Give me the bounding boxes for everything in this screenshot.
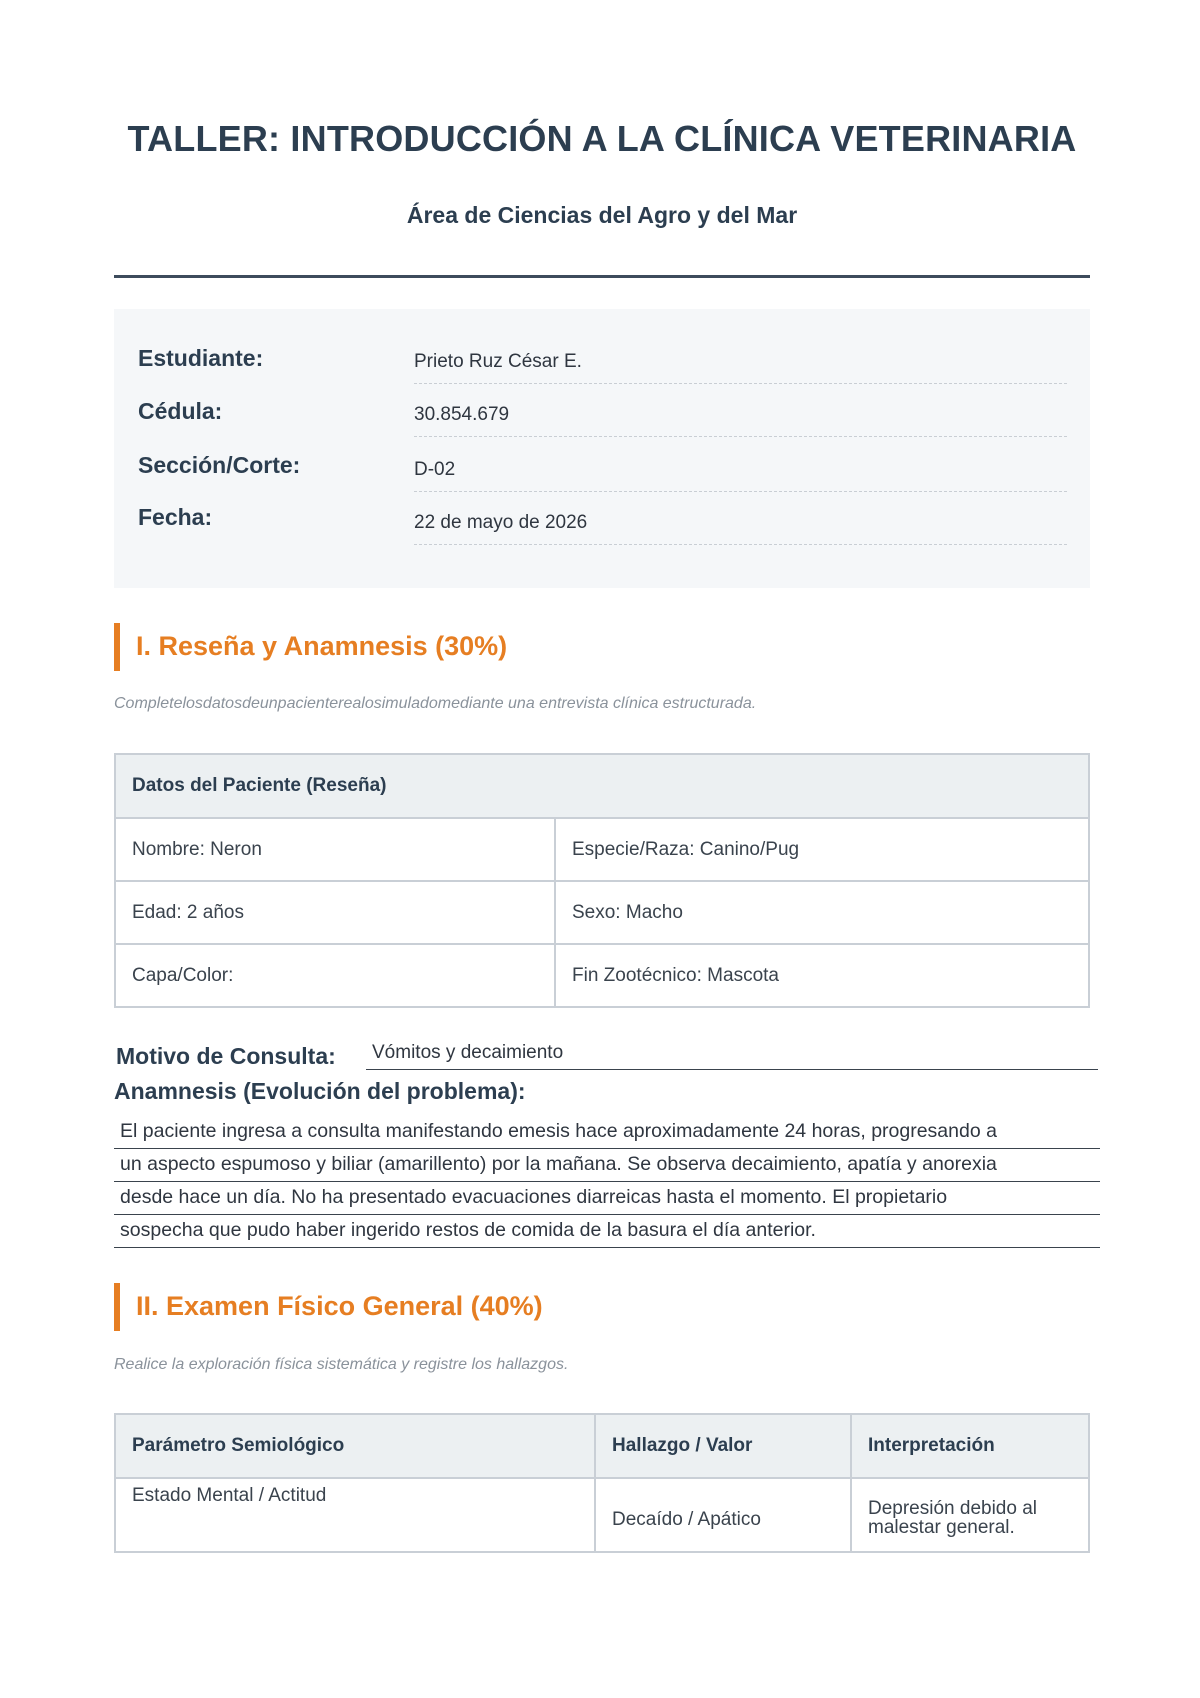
patient-data-table [114, 753, 1090, 1008]
patient-name-cell[interactable]: Nombre: Neron [115, 818, 555, 881]
patient-sex-cell[interactable]: Sexo: Macho [555, 881, 1089, 944]
section-label: Sección/Corte: [138, 452, 301, 478]
table-header-row [115, 1414, 1089, 1478]
section-heading-examen: II. Examen Físico General (40%) [114, 1283, 543, 1331]
date-label: Fecha: [138, 504, 213, 530]
consultation-reason-field[interactable]: Vómitos y decaimiento [366, 1042, 1098, 1070]
table-row [115, 818, 1089, 881]
section-heading-resena: I. Reseña y Anamnesis (30%) [114, 623, 507, 671]
title-divider [114, 275, 1090, 278]
id-label: Cédula: [138, 398, 223, 424]
date-field[interactable]: 22 de mayo de 2026 [414, 512, 1067, 545]
section-instructions-examen: Realice la exploración física sistemática y registre los hallazgos. [114, 1356, 569, 1373]
anamnesis-field[interactable] [114, 1116, 1100, 1248]
table-row [115, 881, 1089, 944]
id-field[interactable]: 30.854.679 [414, 404, 1067, 437]
section-instructions-resena: Completelosdatosdeunpacienterealosimuladomediante una entrevista clínica estructurada. [114, 695, 757, 712]
document-title: TALLER: INTRODUCCIÓN A LA CLÍNICA VETERINARIA [127, 118, 1077, 159]
parameter-cell: Estado Mental / Actitud [115, 1478, 595, 1552]
section-field[interactable]: D-02 [414, 459, 1067, 492]
anamnesis-line: sospecha que pudo haber ingerido restos de comida de la basura el día anterior. [114, 1215, 1100, 1248]
anamnesis-line: desde hace un día. No ha presentado evacuaciones diarreicas hasta el momento. El propietario [114, 1182, 1100, 1215]
finding-cell[interactable]: Decaído / Apático [595, 1478, 851, 1552]
physical-exam-table [114, 1413, 1090, 1553]
column-header-parameter: Parámetro Semiológico [115, 1414, 595, 1478]
anamnesis-line: El paciente ingresa a consulta manifestando emesis hace aproximadamente 24 horas, progresando a [114, 1116, 1100, 1149]
student-label: Estudiante: [138, 345, 264, 371]
table-row [115, 1478, 1089, 1552]
table-row [115, 944, 1089, 1007]
patient-species-cell[interactable]: Especie/Raza: Canino/Pug [555, 818, 1089, 881]
column-header-interpretation: Interpretación [851, 1414, 1089, 1478]
column-header-finding: Hallazgo / Valor [595, 1414, 851, 1478]
anamnesis-line: un aspecto espumoso y biliar (amarillento) por la mañana. Se observa decaimiento, apatía y anorexia [114, 1149, 1100, 1182]
patient-age-cell[interactable]: Edad: 2 años [115, 881, 555, 944]
patient-table-header: Datos del Paciente (Reseña) [115, 754, 1089, 818]
anamnesis-label: Anamnesis (Evolución del problema): [114, 1078, 526, 1104]
interpretation-cell[interactable]: Depresión debido al malestar general. [851, 1478, 1089, 1552]
consultation-reason-label: Motivo de Consulta: [116, 1043, 336, 1069]
student-field[interactable]: Prieto Ruz César E. [414, 351, 1067, 384]
student-info-box [114, 309, 1090, 588]
patient-purpose-cell[interactable]: Fin Zootécnico: Mascota [555, 944, 1089, 1007]
document-subtitle: Área de Ciencias del Agro y del Mar [406, 202, 798, 228]
patient-color-cell[interactable]: Capa/Color: [115, 944, 555, 1007]
